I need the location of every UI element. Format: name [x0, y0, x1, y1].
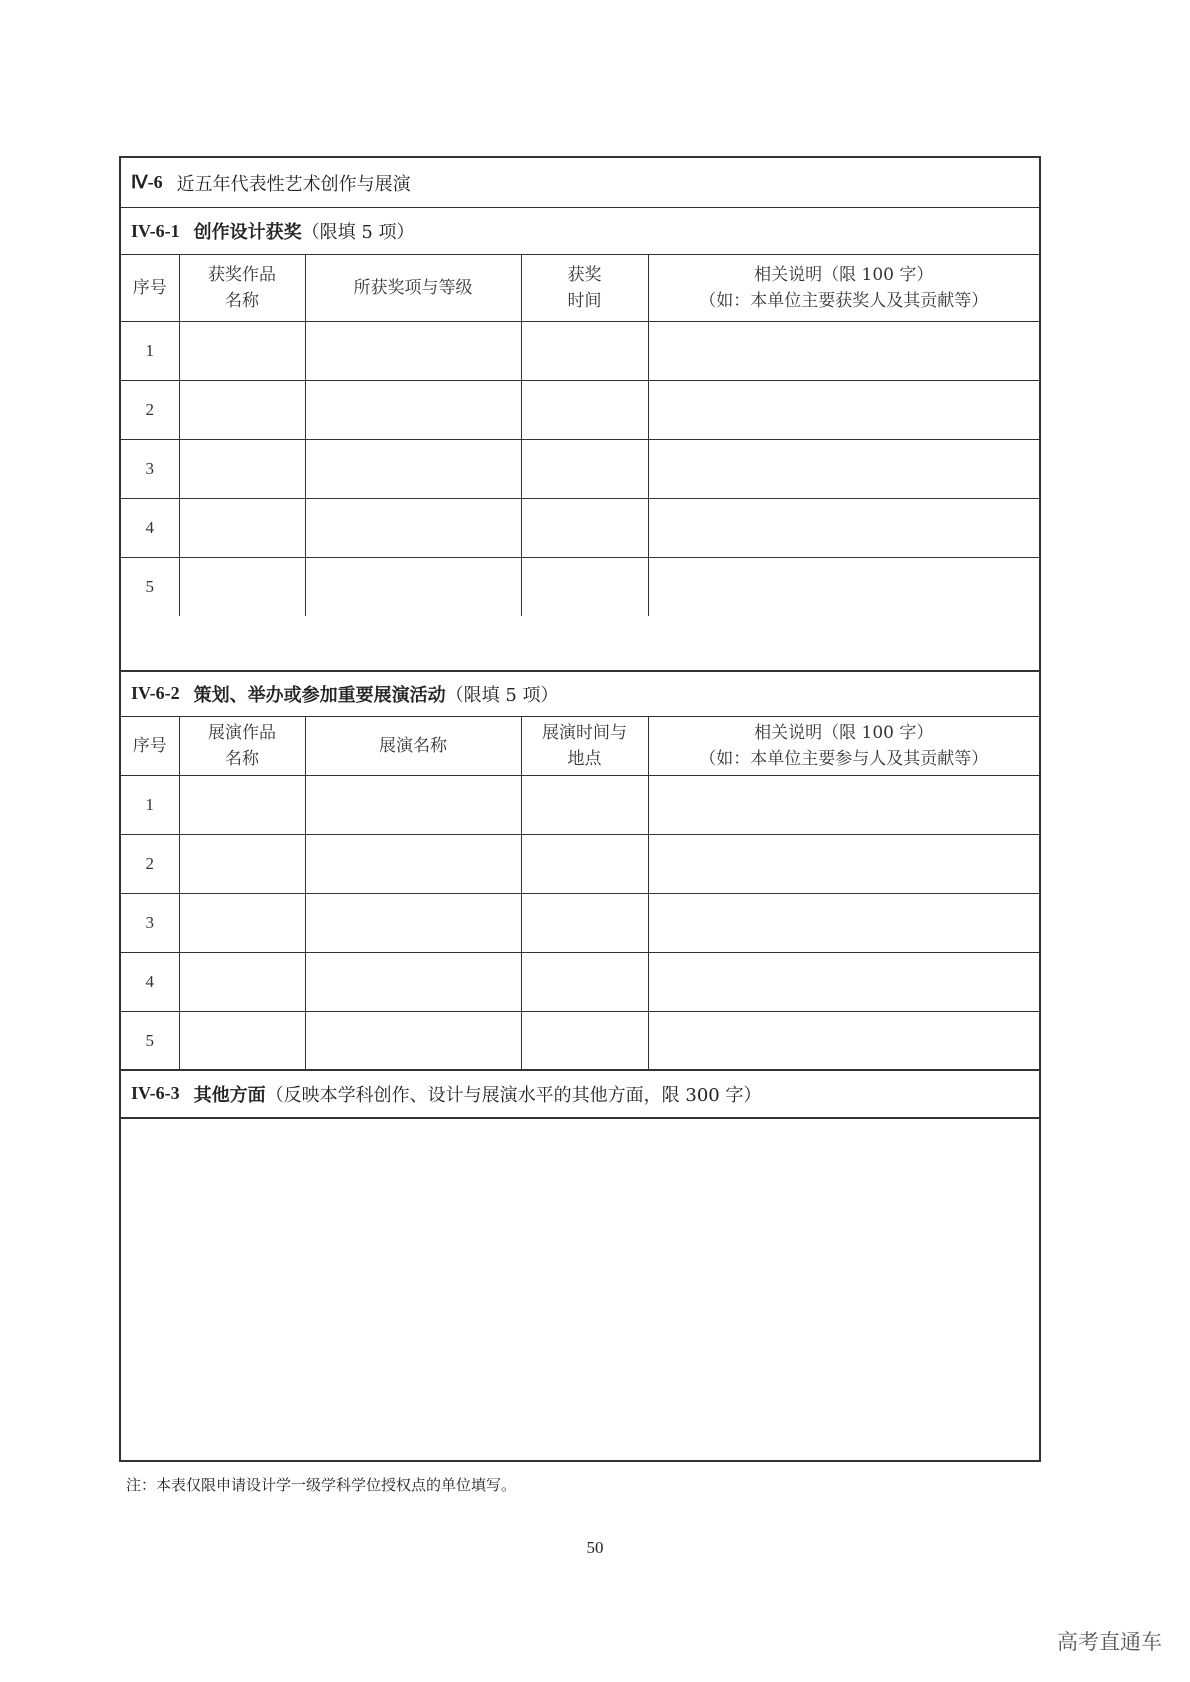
- input-cell[interactable]: [179, 834, 305, 893]
- column-header-line: 时间: [567, 290, 602, 311]
- table-row: [121, 498, 1039, 557]
- row-number: 2: [121, 834, 179, 893]
- table-header-row: [121, 717, 1039, 775]
- input-cell[interactable]: [305, 893, 521, 952]
- column-header-line: 获奖: [567, 264, 602, 285]
- column-header: [305, 717, 521, 775]
- part3-code: IV-6-3: [131, 1083, 180, 1103]
- column-header-line: 地点: [567, 748, 602, 769]
- column-header-line: 展演名称: [379, 735, 447, 756]
- input-cell[interactable]: [648, 321, 1039, 380]
- part3-note: （反映本学科创作、设计与展演水平的其他方面，限 300 字）: [265, 1084, 762, 1106]
- row-number: 1: [121, 321, 179, 380]
- input-cell[interactable]: [305, 1011, 521, 1070]
- part2-code: IV-6-2: [131, 683, 180, 703]
- input-cell[interactable]: [521, 557, 648, 616]
- column-header: [521, 255, 648, 321]
- input-cell[interactable]: [521, 1011, 648, 1070]
- row-number: 5: [121, 1011, 179, 1070]
- input-cell[interactable]: [179, 321, 305, 380]
- part2-note: （限填 5 项）: [445, 684, 559, 706]
- table-row: [121, 557, 1039, 616]
- input-cell[interactable]: [179, 557, 305, 616]
- input-cell[interactable]: [305, 557, 521, 616]
- table-row: [121, 1011, 1039, 1070]
- column-header-line: 所获奖项与等级: [353, 277, 473, 298]
- row-number: 3: [121, 893, 179, 952]
- input-cell[interactable]: [648, 834, 1039, 893]
- watermark: 高考直通车: [1057, 1630, 1162, 1654]
- part2-header: [121, 671, 1039, 716]
- input-cell[interactable]: [305, 380, 521, 439]
- column-header-line: （如：本单位主要参与人及其贡献等）: [699, 748, 989, 769]
- input-cell[interactable]: [521, 439, 648, 498]
- form-table: [119, 156, 1041, 1462]
- table-row: [121, 952, 1039, 1011]
- part2-title: 策划、举办或参加重要展演活动: [193, 684, 446, 706]
- part3-header: [121, 1070, 1039, 1117]
- input-cell[interactable]: [521, 380, 648, 439]
- input-cell[interactable]: [648, 952, 1039, 1011]
- input-cell[interactable]: [305, 834, 521, 893]
- input-cell[interactable]: [521, 321, 648, 380]
- table-row: [121, 893, 1039, 952]
- awards-table: [121, 255, 1039, 616]
- column-header-line: 相关说明（限 100 字）: [754, 722, 934, 743]
- column-header: [121, 255, 179, 321]
- input-cell[interactable]: [179, 952, 305, 1011]
- table-header-row: [121, 255, 1039, 321]
- section-title: 近五年代表性艺术创作与展演: [176, 173, 411, 195]
- row-number: 2: [121, 380, 179, 439]
- input-cell[interactable]: [179, 380, 305, 439]
- input-cell[interactable]: [305, 775, 521, 834]
- section-code: Ⅳ-6: [131, 172, 163, 192]
- column-header-line: 相关说明（限 100 字）: [754, 264, 934, 285]
- column-header: [179, 717, 305, 775]
- part1-title: 创作设计获奖: [193, 222, 302, 243]
- column-header-line: 序号: [132, 735, 167, 756]
- row-number: 3: [121, 439, 179, 498]
- input-cell[interactable]: [521, 775, 648, 834]
- input-cell[interactable]: [305, 952, 521, 1011]
- part1-code: IV-6-1: [131, 220, 180, 241]
- table-row: [121, 775, 1039, 834]
- column-header-line: 获奖作品: [208, 264, 276, 285]
- column-header-line: （如：本单位主要获奖人及其贡献等）: [699, 290, 989, 311]
- row-number: 4: [121, 952, 179, 1011]
- input-cell[interactable]: [179, 439, 305, 498]
- table-row: [121, 380, 1039, 439]
- exhibitions-table: [121, 717, 1039, 1070]
- input-cell[interactable]: [521, 834, 648, 893]
- table-row: [121, 321, 1039, 380]
- input-cell[interactable]: [648, 775, 1039, 834]
- row-number: 1: [121, 775, 179, 834]
- column-header: [179, 255, 305, 321]
- input-cell[interactable]: [648, 893, 1039, 952]
- input-cell[interactable]: [521, 893, 648, 952]
- input-cell[interactable]: [648, 498, 1039, 557]
- input-cell[interactable]: [648, 557, 1039, 616]
- input-cell[interactable]: [648, 439, 1039, 498]
- column-header-line: 展演作品: [208, 722, 276, 743]
- input-cell[interactable]: [648, 380, 1039, 439]
- other-aspects-textarea[interactable]: [121, 1119, 1039, 1460]
- row-number: 4: [121, 498, 179, 557]
- input-cell[interactable]: [305, 439, 521, 498]
- column-header-line: 名称: [225, 748, 259, 769]
- input-cell[interactable]: [179, 893, 305, 952]
- part3-title: 其他方面: [193, 1084, 266, 1106]
- column-header-line: 名称: [225, 290, 259, 311]
- column-header-line: 展演时间与: [542, 722, 627, 743]
- row-number: 5: [121, 557, 179, 616]
- footnote: 注：本表仅限申请设计学一级学科学位授权点的单位填写。: [126, 1476, 517, 1494]
- part1-note: （限填 5 项）: [301, 222, 415, 243]
- column-header: [121, 717, 179, 775]
- column-header: [305, 255, 521, 321]
- table-row: [121, 439, 1039, 498]
- input-cell[interactable]: [521, 498, 648, 557]
- page-number: 50: [586, 1538, 604, 1557]
- input-cell[interactable]: [648, 1011, 1039, 1070]
- input-cell[interactable]: [179, 498, 305, 557]
- input-cell[interactable]: [179, 775, 305, 834]
- table-row: [121, 834, 1039, 893]
- column-header-line: 序号: [132, 277, 167, 298]
- input-cell[interactable]: [179, 1011, 305, 1070]
- input-cell[interactable]: [305, 321, 521, 380]
- part1-header: [121, 208, 1039, 254]
- input-cell[interactable]: [305, 498, 521, 557]
- column-header: [648, 717, 1039, 775]
- column-header: [521, 717, 648, 775]
- column-header: [648, 255, 1039, 321]
- section-header: [121, 158, 1039, 207]
- input-cell[interactable]: [521, 952, 648, 1011]
